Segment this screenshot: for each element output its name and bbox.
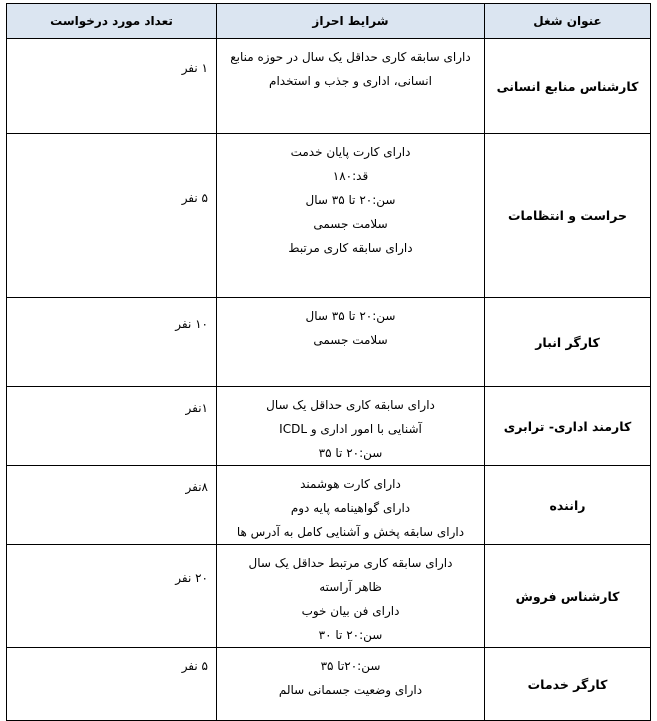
requirement-line: دارای سابقه پخش و آشنایی کامل به آدرس ها — [236, 525, 465, 539]
count-cell — [7, 648, 217, 721]
requirement-line: انسانی، اداری و جذب و استخدام — [269, 74, 432, 88]
job-title-cell: راننده — [485, 466, 651, 545]
count-cell — [7, 298, 217, 387]
table-header-row — [7, 4, 651, 39]
requirements-cell — [217, 648, 485, 721]
table-row — [7, 648, 651, 721]
table-row — [7, 298, 651, 387]
count-cell — [7, 387, 217, 466]
header-job-title: عنوان شغل — [485, 4, 651, 39]
job-table-container — [6, 3, 651, 721]
job-title-cell: کارمند اداری- ترابری — [485, 387, 651, 466]
table-row — [7, 545, 651, 648]
requirement-line: دارای فن بیان خوب — [301, 604, 400, 618]
requirement-line: سن:۲۰ تا ۳۵ — [318, 446, 383, 460]
requirement-line: ظاهر آراسته — [319, 580, 382, 594]
job-title-cell: کارگر خدمات — [485, 648, 651, 721]
requirement-line: سلامت جسمی — [313, 333, 388, 347]
requirement-line: سن:۲۰تا ۳۵ — [320, 659, 381, 673]
requirements-cell — [217, 39, 485, 134]
requirement-line: دارای سابقه کاری مرتبط حداقل یک سال — [248, 556, 453, 570]
job-title-cell: کارگر انبار — [485, 298, 651, 387]
requirements-cell — [217, 545, 485, 648]
table-row — [7, 134, 651, 298]
requirement-line: سلامت جسمی — [313, 217, 388, 231]
count-cell — [7, 466, 217, 545]
count-value: ۱۰ نفر — [175, 317, 208, 331]
requirements-cell — [217, 466, 485, 545]
table-row — [7, 387, 651, 466]
count-value: ۱ نفر — [181, 61, 208, 75]
requirement-line: قد:۱۸۰ — [332, 169, 369, 183]
count-value: ۸نفر — [185, 480, 208, 494]
requirement-line: دارای سابقه کاری حداقل یک سال در حوزه منابع — [230, 50, 471, 64]
job-title-cell: کارشناس فروش — [485, 545, 651, 648]
requirement-line: دارای کارت هوشمند — [300, 477, 401, 491]
count-value: ۵ نفر — [181, 659, 208, 673]
requirements-cell — [217, 298, 485, 387]
requirements-cell — [217, 134, 485, 298]
requirement-line: دارای گواهینامه پایه دوم — [290, 501, 411, 515]
requirement-line: آشنایی با امور اداری و ICDL — [279, 422, 422, 436]
requirement-line: سن:۲۰ تا ۳۵ سال — [305, 193, 396, 207]
job-title-cell: حراست و انتظامات — [485, 134, 651, 298]
count-cell — [7, 545, 217, 648]
table-row — [7, 466, 651, 545]
header-requirements: شرایط احراز — [217, 4, 485, 39]
requirement-line: دارای کارت پایان خدمت — [290, 145, 411, 159]
requirement-line: سن:۲۰ تا ۳۰ — [318, 628, 383, 642]
requirement-line: دارای وضعیت جسمانی سالم — [278, 683, 423, 697]
job-title-cell: کارشناس منابع انسانی — [485, 39, 651, 134]
requirement-line: سن:۲۰ تا ۳۵ سال — [305, 309, 396, 323]
table-row — [7, 39, 651, 134]
count-cell — [7, 134, 217, 298]
job-openings-table — [6, 3, 651, 721]
count-value: ۱نفر — [185, 401, 208, 415]
requirements-cell — [217, 387, 485, 466]
count-value: ۲۰ نفر — [175, 571, 208, 585]
requirement-line: دارای سابقه کاری حداقل یک سال — [266, 398, 435, 412]
header-count: تعداد مورد درخواست — [7, 4, 217, 39]
count-value: ۵ نفر — [181, 190, 208, 205]
requirement-line: دارای سابقه کاری مرتبط — [288, 241, 413, 255]
count-cell — [7, 39, 217, 134]
